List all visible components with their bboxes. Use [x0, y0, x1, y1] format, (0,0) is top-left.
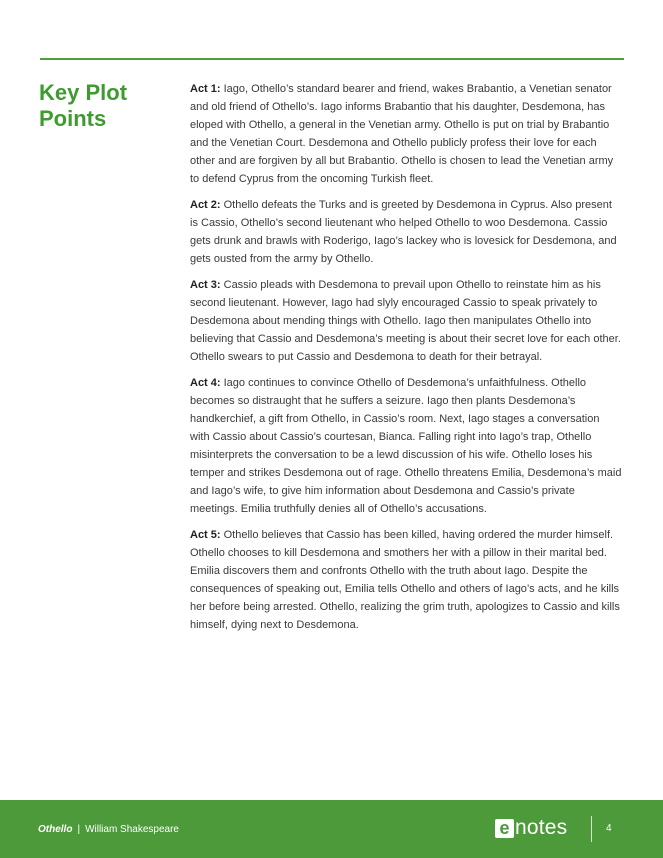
header-rule [40, 58, 624, 60]
enotes-logo-mark: e [495, 819, 514, 838]
act-2-label: Act 2: [190, 199, 221, 211]
section-title-line-2: Points [39, 106, 107, 131]
act-1-text: Iago, Othello’s standard bearer and friend, wakes Brabantio, a Venetian senator and old friend of Othello’s. Iago informs Brabantio that his daughter, Desdemona, has eloped with Othello, a general in the Venetian army. Othello is put on trial by Brabantio and the Venetian Court. Desdemona and Othello publicly profess their love for each other and are forgiven by all but Brabantio. Othello is chosen to lead the Venetian army to defend Cyprus from the oncoming Turkish fleet. [190, 83, 614, 185]
act-2-paragraph [190, 196, 622, 268]
page-number: 4 [606, 823, 612, 834]
act-5-text: Othello believes that Cassio has been killed, having ordered the murder himself. Othello chooses to kill Desdemona and smothers her with a pillow in their marital bed. Emilia discovers them and confronts Othello with the truth about Iago. Despite the consequences of speaking out, Emilia tells Othello and others of Iago’s acts, and he kills her before being arrested. Othello, realizing the grim truth, apologizes to Cassio and kills himself, dying next to Desdemona. [190, 529, 620, 631]
section-title-line-1: Key Plot [39, 80, 128, 105]
enotes-logo [495, 816, 567, 840]
act-4-text: Iago continues to convince Othello of Desdemona’s unfaithfulness. Othello becomes so distraught that he suffers a seizure. Iago then plants Desdemona’s handkerchief, a gift from Othello, in Cassio’s room. Next, Iago stages a conversation with Cassio about Cassio’s courtesan, Bianca. Falling right into Iago’s trap, Othello misinterprets the conversation to be a lewd discussion of his wife. Othello loses his temper and strikes Desdemona out of rage. Othello threatens Emilia, Desdemona’s maid and Iago’s wife, to give him information about Desdemona and Cassio’s private meetings. Emilia truthfully denies all of Othello’s accusations. [190, 377, 622, 515]
page-footer [0, 800, 663, 858]
plot-summary [190, 80, 622, 642]
act-3-paragraph [190, 276, 622, 366]
act-2-text: Othello defeats the Turks and is greeted by Desdemona in Cyprus. Also present is Cassio, Othello’s second lieutenant who helped Othello to woo Desdemona. Cassio gets drunk and brawls with Roderigo, Iago’s lackey who is lovesick for Desdemona, and gets ousted from the army by Othello. [190, 199, 617, 265]
act-4-paragraph [190, 374, 622, 518]
footer-author: William Shakespeare [85, 824, 179, 835]
act-4-label: Act 4: [190, 377, 221, 389]
section-title [39, 80, 169, 132]
footer-separator: | [77, 824, 81, 835]
enotes-logo-text: notes [515, 816, 568, 839]
footer-book-title: Othello [38, 824, 73, 835]
act-5-label: Act 5: [190, 529, 221, 541]
act-1-paragraph [190, 80, 622, 188]
act-3-label: Act 3: [190, 279, 221, 291]
act-3-text: Cassio pleads with Desdemona to prevail upon Othello to reinstate him as his second lieutenant. However, Iago had slyly encouraged Cassio to speak privately to Desdemona about mending things with Othello. Iago then manipulates Othello into believing that Cassio and Desdemona’s meeting is about their secret love for each other. Othello swears to put Cassio and Desdemona to death for their betrayal. [190, 279, 621, 363]
footer-book-info [38, 824, 179, 836]
footer-divider [591, 816, 592, 842]
act-5-paragraph [190, 526, 622, 634]
act-1-label: Act 1: [190, 83, 221, 95]
